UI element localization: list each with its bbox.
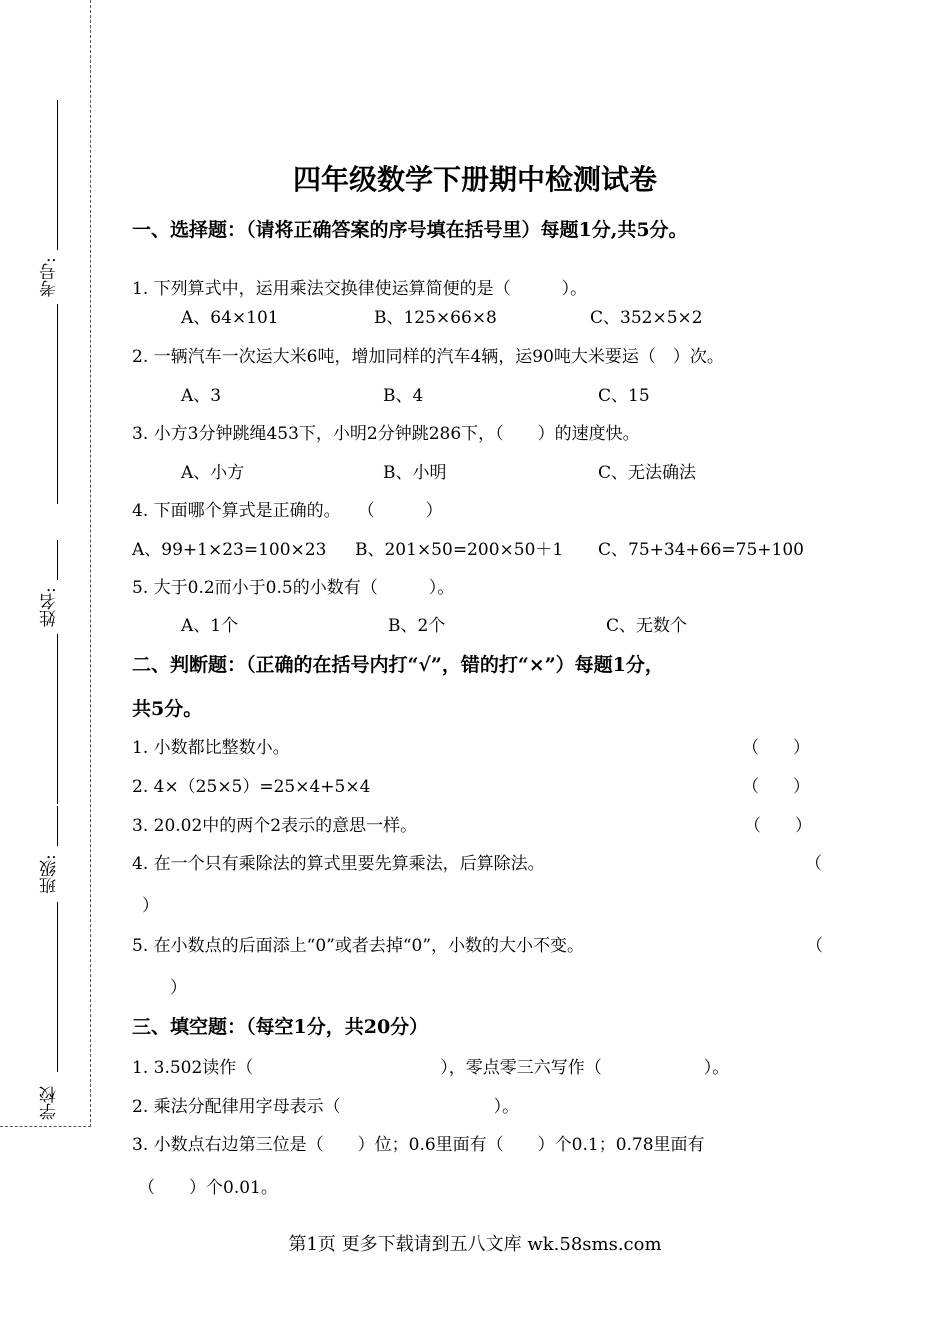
name-label: 姓名: bbox=[40, 587, 60, 627]
s2-question-3: 3. 20.02中的两个2表示的意思一样。 bbox=[132, 816, 418, 836]
exam-no-label: 考号: bbox=[40, 257, 60, 297]
s1-q1-option-a: A、64×101 bbox=[181, 308, 279, 328]
s1-q1-option-c: C、352×5×2 bbox=[590, 308, 703, 328]
s2-question-5: 5. 在小数点的后面添上“0”或者去掉“0”，小数的大小不变。 bbox=[132, 936, 585, 956]
s1-question-2: 2. 一辆汽车一次运大米6吨，增加同样的汽车4辆，运90吨大米要运（ ）次。 bbox=[132, 347, 724, 367]
s1-q3-option-a: A、小方 bbox=[181, 463, 245, 483]
s1-question-1: 1. 下列算式中，运用乘法交换律使运算简便的是（ ）。 bbox=[132, 279, 588, 299]
s1-q2-option-a: A、3 bbox=[181, 386, 222, 406]
s2-q5-bracket-close: ） bbox=[170, 978, 187, 998]
s1-q2-option-b: B、4 bbox=[383, 386, 424, 406]
school-label: 学校 bbox=[40, 1086, 60, 1120]
s2-q4-bracket-open: （ bbox=[805, 854, 822, 874]
s1-q5-option-b: B、2个 bbox=[388, 616, 446, 636]
s1-question-4: 4. 下面哪个算式是正确的。 （ ） bbox=[132, 501, 443, 521]
s3-question-1: 1. 3.502读作（ ），零点零三六写作（ ）。 bbox=[132, 1058, 730, 1078]
s2-q2-answer-bracket: （ ） bbox=[742, 777, 810, 797]
class-label: 班级: bbox=[40, 854, 60, 894]
s2-question-2: 2. 4×（25×5）=25×4+5×4 bbox=[132, 777, 371, 797]
s3-question-3: 3. 小数点右边第三位是（ ）位；0.6里面有（ ）个0.1；0.78里面有 bbox=[132, 1135, 705, 1155]
s2-question-1: 1. 小数都比整数小。 bbox=[132, 738, 290, 758]
s1-q5-option-c: C、无数个 bbox=[606, 616, 688, 636]
class-line bbox=[57, 806, 58, 846]
exam-no-line-lower bbox=[57, 304, 58, 504]
name-line bbox=[57, 540, 58, 580]
page-footer: 第1页 更多下载请到五八文库 wk.58sms.com bbox=[288, 1234, 662, 1255]
s3-question-2: 2. 乘法分配律用字母表示（ ）。 bbox=[132, 1097, 520, 1117]
s1-q3-option-c: C、无法确法 bbox=[598, 463, 697, 483]
s1-q2-option-c: C、15 bbox=[598, 386, 650, 406]
section-1-heading: 一、选择题：（请将正确答案的序号填在括号里）每题1分,共5分。 bbox=[132, 219, 688, 241]
s2-q1-answer-bracket: （ ） bbox=[742, 738, 810, 758]
section-2-heading: 二、判断题：（正确的在括号内打“√”，错的打“×”）每题1分， bbox=[132, 654, 664, 676]
page-title: 四年级数学下册期中检测试卷 bbox=[292, 163, 657, 196]
s1-q1-option-b: B、125×66×8 bbox=[374, 308, 497, 328]
s1-question-3: 3. 小方3分钟跳绳453下，小明2分钟跳286下，（ ）的速度快。 bbox=[132, 424, 640, 444]
s2-q5-bracket-open: （ bbox=[806, 936, 823, 956]
s2-q3-answer-bracket: （ ） bbox=[744, 816, 812, 836]
s1-q4-option-a: A、99+1×23=100×23 bbox=[132, 540, 327, 560]
s2-question-4: 4. 在一个只有乘除法的算式里要先算乘法，后算除法。 bbox=[132, 854, 545, 874]
s1-q3-option-b: B、小明 bbox=[383, 463, 447, 483]
s1-q5-option-a: A、1个 bbox=[181, 616, 239, 636]
s1-question-5: 5. 大于0.2而小于0.5的小数有（ ）。 bbox=[132, 578, 455, 598]
name-line-lower bbox=[57, 634, 58, 804]
section-3-heading: 三、填空题：（每空1分，共20分） bbox=[132, 1016, 429, 1038]
s1-q4-option-c: C、75+34+66=75+100 bbox=[598, 540, 804, 560]
s2-q4-bracket-close: ） bbox=[142, 896, 159, 916]
class-line-lower bbox=[57, 902, 58, 1072]
section-2-heading-cont: 共5分。 bbox=[132, 698, 203, 720]
s1-q4-option-b: B、201×50=200×50＋1 bbox=[355, 540, 564, 560]
s3-question-3-cont: （ ）个0.01。 bbox=[138, 1178, 278, 1198]
